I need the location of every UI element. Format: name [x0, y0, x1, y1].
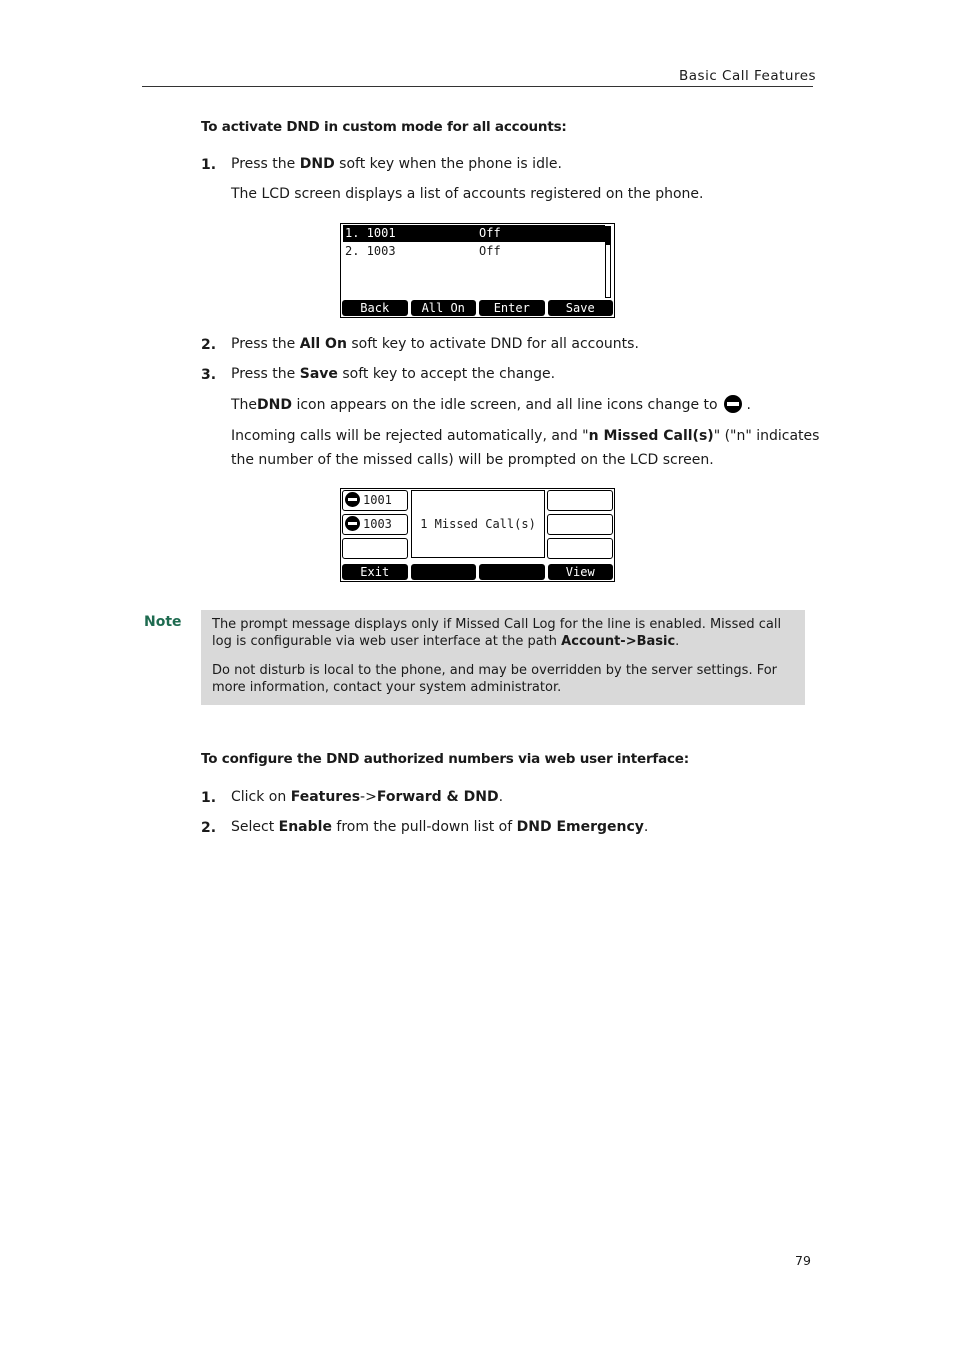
config-step-2-text [231, 815, 648, 839]
dnd-icon [345, 516, 360, 531]
step-text: Press the [231, 366, 300, 382]
step-text: Press the [231, 156, 300, 172]
step-text: Click on [231, 789, 291, 805]
note-box [201, 610, 805, 705]
line-label: 1003 [363, 517, 392, 531]
step-2-text [231, 332, 639, 356]
step-1-detail: The LCD screen displays a list of accounts registered on the phone. [231, 186, 704, 202]
note-text: more information, contact your system administrator. [212, 680, 562, 695]
account-label: 2. 1003 [345, 244, 396, 258]
section-heading-configure-dnd: To configure the DND authorized numbers via web user interface: [201, 751, 689, 767]
step-number: 1. [201, 790, 217, 806]
line-key-2 [342, 514, 408, 535]
running-header: Basic Call Features [679, 68, 817, 84]
lcd-scrollbar [605, 226, 611, 298]
softkey-blank [479, 564, 545, 580]
menu-name: Features [290, 789, 361, 805]
step-number: 2. [201, 337, 217, 353]
scrollbar-thumb [606, 227, 610, 245]
step-text: from the pull-down list of [331, 819, 517, 835]
step-3-text [231, 362, 555, 386]
step-text: Select [231, 819, 279, 835]
softkey-view: View [548, 564, 614, 580]
header-rule [142, 86, 813, 87]
softkey-back: Back [342, 300, 408, 316]
missed-call-popup: 1 Missed Call(s) [411, 490, 545, 558]
page-number: 79 [795, 1253, 811, 1268]
step-text: icon appears on the idle screen, and all line icons change to [292, 397, 718, 413]
note-text: log is configurable via web user interface at the path [212, 634, 562, 649]
note-paragraph-1 [212, 616, 795, 650]
softkey-enter: Enter [479, 300, 545, 316]
dnd-label: DND [257, 397, 293, 413]
line-key-1 [342, 490, 408, 511]
softkey-all-on: All On [411, 300, 477, 316]
menu-name: Forward & DND [376, 789, 499, 805]
option-name: Enable [278, 819, 332, 835]
dnd-icon [724, 395, 742, 413]
note-text: Do not disturb is local to the phone, and may be overridden by the server settings. For [212, 663, 778, 678]
step-text: " ("n" indicates [713, 428, 820, 444]
dnd-status: Off [479, 244, 501, 258]
step-text: soft key to activate DND for all accounts. [346, 336, 639, 352]
step-number: 2. [201, 820, 217, 836]
step-3-detail-missed-cont: the number of the missed calls) will be prompted on the LCD screen. [231, 452, 714, 468]
softkey-blank [411, 564, 477, 580]
lcd-idle-screen [340, 488, 615, 582]
note-paragraph-2 [212, 662, 795, 696]
lcd-softkey-bar [342, 300, 613, 316]
step-1-text [231, 152, 562, 176]
lcd-softkey-bar [342, 564, 613, 580]
softkey-save: Save [548, 300, 614, 316]
step-3-detail-icon [231, 393, 751, 417]
soft-key-name: Save [299, 366, 338, 382]
step-3-detail-missed [231, 424, 819, 448]
line-label: 1001 [363, 493, 392, 507]
lcd-account-row [343, 243, 605, 260]
step-text: soft key when the phone is idle. [334, 156, 562, 172]
softkey-exit: Exit [342, 564, 408, 580]
step-text: -> [360, 789, 377, 805]
line-key-5 [547, 514, 613, 535]
note-text: The prompt message displays only if Missed Call Log for the line is enabled. Missed call [212, 617, 782, 632]
line-key-3 [342, 538, 408, 559]
dnd-icon [345, 492, 360, 507]
field-name: DND Emergency [516, 819, 644, 835]
dnd-status: Off [479, 226, 501, 240]
step-number: 3. [201, 367, 217, 383]
step-text: The [231, 397, 258, 413]
soft-key-name: DND [299, 156, 335, 172]
step-text: Incoming calls will be rejected automatically, and " [231, 428, 589, 444]
account-label: 1. 1001 [345, 226, 396, 240]
step-text: . [498, 789, 504, 805]
web-path: Account->Basic [561, 634, 676, 649]
step-text: . [643, 819, 649, 835]
lcd-account-row [343, 225, 605, 242]
missed-call-label: n Missed Call(s) [588, 428, 714, 444]
step-number: 1. [201, 157, 217, 173]
section-heading-activate-dnd: To activate DND in custom mode for all accounts: [201, 119, 567, 135]
line-key-4 [547, 490, 613, 511]
step-text: . [742, 397, 751, 413]
note-label: Note [144, 614, 182, 630]
step-text: Press the [231, 336, 300, 352]
config-step-1-text [231, 785, 503, 809]
note-text: . [675, 634, 680, 649]
soft-key-name: All On [299, 336, 347, 352]
lcd-account-list-screen [340, 223, 615, 318]
step-text: soft key to accept the change. [337, 366, 556, 382]
line-key-6 [547, 538, 613, 559]
